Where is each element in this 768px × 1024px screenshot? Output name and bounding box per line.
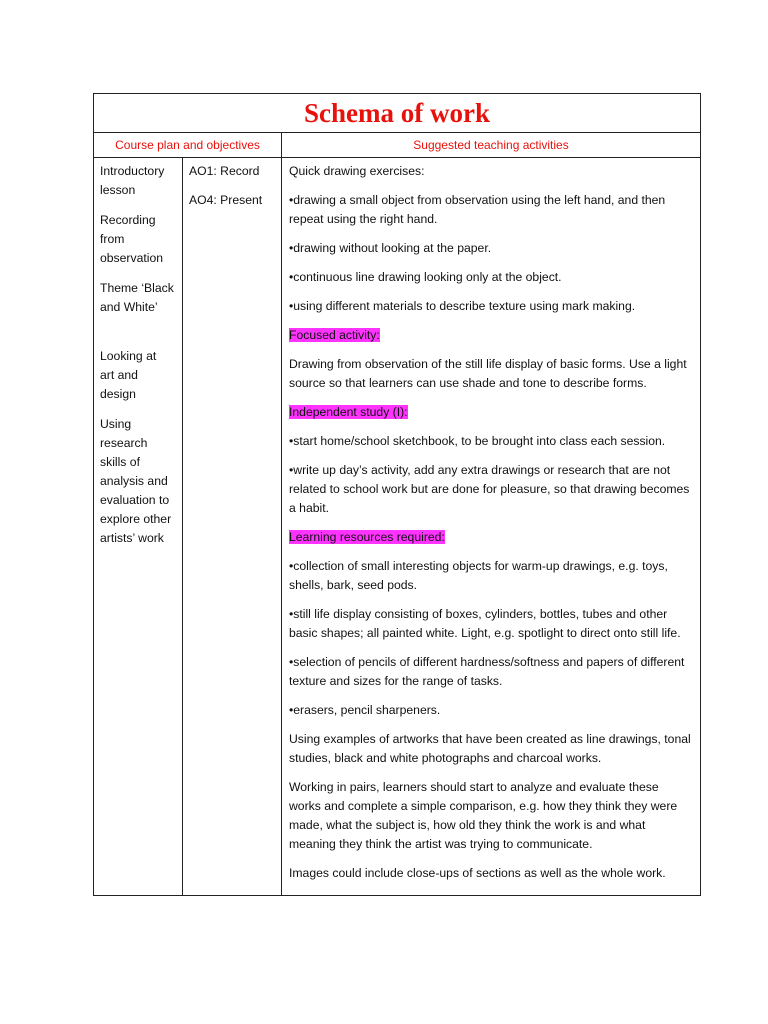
list-item: •drawing a small object from observation using the left hand, and then repeat using the right hand. bbox=[289, 193, 666, 226]
recording-text: Recording from observation bbox=[100, 213, 164, 265]
page-title: Schema of work bbox=[304, 98, 490, 128]
list-item: •selection of pencils of different hardness/softness and papers of different texture and sizes for the range of tasks. bbox=[289, 655, 685, 688]
list-item: •drawing without looking at the paper. bbox=[289, 241, 492, 255]
focused-text: Drawing from observation of the still life display of basic forms. Use a light source so that learners can use shade and tone to describe forms. bbox=[289, 357, 687, 390]
looking-text: Looking at art and design bbox=[100, 349, 157, 401]
focused-heading-row bbox=[289, 326, 692, 345]
schema-table bbox=[93, 93, 701, 896]
paragraph: Using examples of artworks that have been created as line drawings, tonal studies, black and white photographs and charcoal works. bbox=[289, 732, 691, 765]
focused-heading: Focused activity: bbox=[289, 328, 380, 342]
objectives-column bbox=[183, 158, 282, 896]
course-plan-column bbox=[94, 158, 183, 896]
header-course-plan: Course plan and objectives bbox=[94, 133, 282, 158]
list-item: •start home/school sketchbook, to be brought into class each session. bbox=[289, 434, 666, 448]
list-item: •write up day’s activity, add any extra drawings or research that are not related to school work but are done for pleasure, so that drawing becomes a habit. bbox=[289, 463, 690, 515]
objective-ao4: AO4: Present bbox=[189, 193, 263, 207]
intro-text: Introductory lesson bbox=[100, 164, 165, 197]
title-cell bbox=[94, 94, 701, 133]
paragraph: Images could include close-ups of sections as well as the whole work. bbox=[289, 866, 666, 880]
resources-heading: Learning resources required: bbox=[289, 530, 445, 544]
resources-heading-row bbox=[289, 528, 692, 547]
quick-heading: Quick drawing exercises: bbox=[289, 164, 425, 178]
list-item: •collection of small interesting objects for warm-up drawings, e.g. toys, shells, bark, seed pods. bbox=[289, 559, 668, 592]
list-item: •erasers, pencil sharpeners. bbox=[289, 703, 441, 717]
list-item: •still life display consisting of boxes, cylinders, bottles, tubes and other basic shapes; all painted white. Light, e.g. spotlight to direct onto still life. bbox=[289, 607, 681, 640]
theme-text: Theme ‘Black and White’ bbox=[100, 281, 174, 314]
list-item: •using different materials to describe texture using mark making. bbox=[289, 299, 636, 313]
using-text: Using research skills of analysis and evaluation to explore other artists’ work bbox=[100, 417, 172, 545]
independent-heading-row bbox=[289, 403, 692, 422]
objective-ao1: AO1: Record bbox=[189, 164, 260, 178]
header-teaching-activities: Suggested teaching activities bbox=[282, 133, 701, 158]
paragraph: Working in pairs, learners should start to analyze and evaluate these works and complete a simple comparison, e.g. how they think they were made, what the subject is, how old they think the work is and what meaning they think the artist was trying to communicate. bbox=[289, 780, 678, 851]
spacer bbox=[100, 317, 176, 336]
independent-heading: Independent study (I): bbox=[289, 405, 408, 419]
activities-column bbox=[282, 158, 701, 896]
list-item: •continuous line drawing looking only at the object. bbox=[289, 270, 562, 284]
